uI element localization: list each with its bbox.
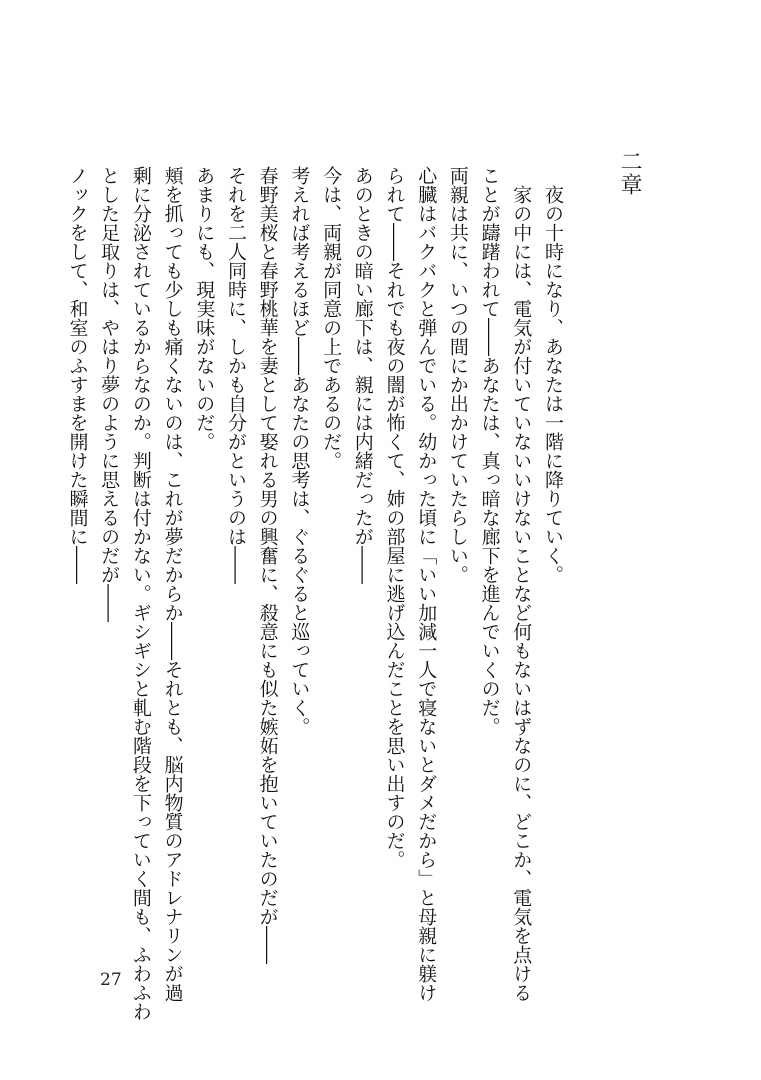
text-line: 家の中には、電気が付いていないいけないことなど何もないはずなのに、どこか、電気を点ける [510, 185, 533, 1002]
text-line: 考えれば考えるほど――あなたの思考は、ぐるぐると巡っていく。 [288, 166, 311, 736]
text-line: ノックをして、和室のふすまを開けた瞬間に―― [66, 166, 89, 584]
text-line: 今は、両親が同意の上であるのだ。 [320, 166, 343, 470]
text-line: 剰に分泌されているからなのか。判断は付かない。ギシギシと軋む階段を下っていく間も、ふわふわ [129, 166, 152, 1021]
text-line: ことが躊躇われて――あなたは、真っ暗な廊下を進んでいくのだ。 [478, 166, 501, 736]
text-line: それを二人同時に、しかも自分がというのは―― [224, 166, 247, 584]
text-line: 頬を抓っても少しも痛くないのは、これが夢だからか――それとも、脳内物質のアドレナリンが過 [161, 166, 184, 1002]
text-line: 両親は共に、いつの間にか出かけていたらしい。 [446, 166, 469, 584]
text-line: 春野美桜と春野桃華を妻として娶れる男の興奮に、殺意にも似た嫉妬を抱いていたのだが―― [256, 166, 279, 964]
text-line: とした足取りは、やはり夢のように思えるのだが―― [98, 166, 121, 622]
chapter-title: 二章 [617, 150, 642, 196]
text-line: あまりにも、現実味がないのだ。 [193, 166, 216, 451]
text-line: 夜の十時になり、あなたは一階に降りていく。 [542, 185, 564, 584]
text-line: あのときの暗い廊下は、親には内緒だったが―― [351, 166, 374, 584]
page-number: 27 [100, 970, 122, 990]
text-line: 心臓はバクバクと弾んでいる。幼かった頃に「いい加減一人で寝ないとダメだから」と母親に躾け [415, 166, 438, 1002]
text-line: られて――それでも夜の闇が怖くて、姉の部屋に逃げ込んだことを思い出すのだ。 [383, 166, 406, 869]
